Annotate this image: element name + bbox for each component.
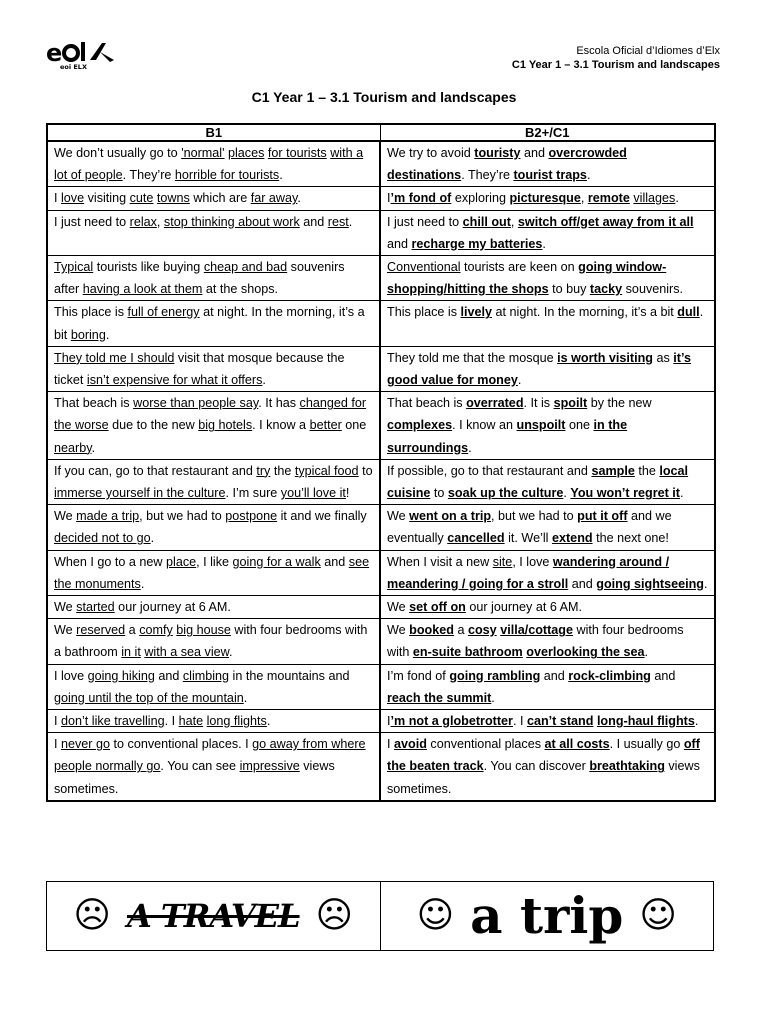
- vocab-phrase: try: [256, 463, 271, 478]
- table-row: [47, 301, 715, 346]
- text-segment: .: [348, 214, 353, 229]
- text-segment: , but we had to: [139, 509, 226, 524]
- text-segment: . They’re: [461, 168, 514, 183]
- text-segment: one: [341, 418, 367, 433]
- vocab-phrase: worse than people say: [133, 396, 259, 411]
- vocab-phrase: hate: [178, 714, 204, 729]
- vocab-phrase: place: [166, 554, 197, 569]
- table-row: [47, 256, 715, 301]
- vocab-phrase: overrated: [466, 396, 524, 411]
- vocab-phrase: touristy: [474, 146, 521, 160]
- b1-cell: [47, 619, 380, 664]
- vocab-phrase: remote: [587, 191, 630, 206]
- banner-wrong: [47, 882, 381, 950]
- vocab-phrase: ’m fond of: [390, 191, 452, 206]
- text-segment: If possible, go to that restaurant and: [387, 463, 592, 478]
- text-segment: .: [704, 576, 708, 591]
- eoi-elx-logo: [46, 40, 118, 70]
- b1-cell: [47, 596, 380, 619]
- vocab-phrase: far away: [250, 191, 298, 206]
- text-segment: .: [279, 168, 283, 183]
- vocab-phrase: picturesque: [509, 191, 581, 206]
- text-segment: .: [644, 645, 649, 660]
- text-segment: and: [540, 668, 569, 683]
- table-row: [47, 210, 715, 255]
- vocab-phrase: in the surroundings: [387, 418, 628, 455]
- school-name: Escola Oficial d’Idiomes d’Elx: [576, 45, 720, 57]
- vocab-phrase: cheap and bad: [203, 260, 288, 275]
- b2c1-cell: [380, 505, 715, 550]
- vocab-phrase: going for a walk: [232, 554, 321, 569]
- text-segment: .: [105, 327, 110, 342]
- text-segment: one: [565, 418, 594, 433]
- vocab-phrase: isn’t expensive for what it offers: [86, 373, 263, 388]
- text-segment: in the mountains and: [229, 668, 350, 683]
- text-segment: tourists are keen on: [460, 260, 579, 275]
- vocab-phrase: is worth visiting: [557, 350, 653, 365]
- vocab-phrase: can’t stand: [526, 714, 594, 729]
- text-segment: . I usually go: [609, 737, 684, 752]
- text-segment: our journey at 6 AM.: [465, 600, 583, 615]
- vocab-phrase: site: [492, 554, 513, 569]
- text-segment: and: [568, 576, 597, 591]
- vocab-phrase: off the beaten track: [387, 737, 700, 774]
- vocab-phrase: going rambling: [449, 668, 541, 683]
- table-row: [47, 505, 715, 550]
- text-segment: That beach is: [387, 396, 467, 411]
- text-segment: .: [517, 373, 522, 388]
- header: [512, 44, 720, 72]
- vocab-phrase: at all costs: [544, 737, 610, 752]
- text-segment: . They’re: [122, 168, 175, 183]
- text-segment: visiting: [84, 191, 130, 206]
- table-row: [47, 733, 715, 801]
- text-segment: , I like: [196, 554, 233, 569]
- vocab-phrase: booked: [409, 623, 454, 638]
- vocab-phrase: villages: [633, 191, 676, 206]
- b1-cell: [47, 505, 380, 550]
- vocab-phrase: horrible for tourists: [174, 168, 280, 183]
- vocab-phrase: relax: [129, 214, 157, 229]
- text-segment: due to the new: [108, 418, 199, 433]
- text-segment: I: [54, 191, 61, 206]
- table-row: [47, 664, 715, 709]
- vocab-phrase: 'normal': [181, 146, 225, 160]
- text-segment: views sometimes.: [54, 759, 335, 796]
- vocab-phrase: going window-shopping/hitting the shops: [387, 260, 667, 297]
- vocab-phrase: rest: [327, 214, 349, 229]
- text-segment: and: [154, 668, 183, 683]
- text-segment: which are: [189, 191, 251, 206]
- vocab-phrase: with a sea view: [144, 645, 230, 660]
- text-segment: I’m fond of: [387, 668, 450, 683]
- b2c1-cell: [380, 187, 715, 210]
- text-segment: .: [468, 440, 472, 455]
- travel-vs-trip-banner: [46, 881, 714, 951]
- vocab-phrase: towns: [156, 191, 190, 206]
- vocab-phrase: started: [76, 600, 115, 615]
- b2c1-cell: [380, 346, 715, 391]
- text-segment: souvenirs after: [54, 260, 345, 297]
- text-segment: .: [699, 305, 704, 320]
- text-segment: visit that mosque because the ticket: [54, 350, 345, 388]
- table-row: [47, 710, 715, 733]
- text-segment: a: [125, 623, 140, 638]
- b2c1-cell: [380, 459, 715, 504]
- text-segment: I: [54, 737, 61, 752]
- text-segment: .: [586, 168, 591, 183]
- vocab-phrase: typical food: [294, 463, 359, 478]
- text-segment: This place is: [387, 305, 461, 320]
- text-segment: ,: [156, 214, 164, 229]
- vocab-phrase: see the monuments: [54, 554, 370, 591]
- correct-word: a trip: [470, 886, 624, 945]
- text-segment: .: [675, 191, 679, 206]
- text-segment: I just need to: [387, 214, 463, 229]
- text-segment: I just need to: [54, 214, 130, 229]
- vocab-phrase: en-suite bathroom: [412, 645, 523, 660]
- text-segment: by the new: [587, 396, 652, 411]
- vocab-phrase: They told me I should: [54, 350, 175, 365]
- vocab-phrase: decided not to go: [54, 531, 151, 546]
- text-segment: with four bedrooms with a bathroom: [54, 623, 368, 660]
- text-segment: We: [387, 509, 410, 524]
- text-segment: We don’t usually go to: [54, 146, 182, 160]
- text-segment: I: [54, 714, 61, 729]
- text-segment: at night. In the morning, it’s a bit: [54, 305, 365, 342]
- text-segment: to conventional places. I: [110, 737, 253, 752]
- vocab-phrase: extend: [551, 531, 593, 546]
- text-segment: and: [520, 146, 549, 160]
- vocabulary-table: [46, 123, 716, 802]
- text-segment: . I know a: [252, 418, 310, 433]
- vocab-phrase: chill out: [462, 214, 511, 229]
- text-segment: This place is: [54, 305, 128, 320]
- vocab-phrase: You won’t regret it: [570, 486, 681, 501]
- vocab-phrase: went on a trip: [409, 509, 492, 524]
- text-segment: tourists like buying: [93, 260, 204, 275]
- text-segment: at night. In the morning, it’s a bit: [492, 305, 678, 320]
- vocab-phrase: full of energy: [127, 305, 200, 320]
- text-segment: . I: [164, 714, 179, 729]
- vocab-phrase: comfy: [139, 623, 173, 638]
- vocab-phrase: complexes: [387, 418, 453, 433]
- text-segment: .: [262, 373, 266, 388]
- vocab-phrase: places: [228, 146, 265, 160]
- happy-face-icon: ☺: [639, 895, 677, 936]
- vocab-phrase: wandering around / meandering / going for a stroll: [387, 554, 670, 591]
- vocab-phrase: ’m not a globetrotter: [390, 714, 513, 729]
- b2c1-cell: [380, 710, 715, 733]
- b1-cell: [47, 392, 380, 460]
- vocab-phrase: sample: [591, 463, 635, 478]
- text-segment: .: [694, 714, 699, 729]
- b2c1-cell: [380, 301, 715, 346]
- b2c1-cell: [380, 664, 715, 709]
- text-segment: ,: [510, 214, 518, 229]
- table-row: [47, 596, 715, 619]
- b1-cell: [47, 301, 380, 346]
- vocab-phrase: soak up the culture: [447, 486, 564, 501]
- vocab-phrase: never go: [61, 737, 111, 752]
- b2c1-cell: [380, 210, 715, 255]
- vocab-phrase: go away from where people normally go: [54, 737, 366, 774]
- column-header-b2c1: B2+/C1: [380, 124, 715, 141]
- text-segment: exploring: [451, 191, 510, 206]
- vocab-phrase: nearby: [54, 440, 92, 455]
- vocab-phrase: avoid: [394, 737, 427, 752]
- text-segment: . I’m sure: [225, 486, 281, 501]
- vocab-phrase: cute: [129, 191, 154, 206]
- b1-cell: [47, 210, 380, 255]
- vocab-phrase: overlooking the sea: [526, 645, 645, 660]
- text-segment: We: [387, 600, 410, 615]
- text-segment: . I know an: [452, 418, 517, 433]
- text-segment: I: [387, 714, 391, 729]
- vocab-phrase: postpone: [225, 509, 278, 524]
- b1-cell: [47, 256, 380, 301]
- b1-cell: [47, 346, 380, 391]
- column-header-b1: B1: [47, 124, 380, 141]
- text-segment: We: [54, 509, 77, 524]
- b1-cell: [47, 550, 380, 595]
- b2c1-cell: [380, 141, 715, 187]
- vocab-phrase: in it: [121, 645, 141, 660]
- text-segment: .: [563, 486, 571, 501]
- text-segment: conventional places: [426, 737, 545, 752]
- text-segment: That beach is: [54, 396, 134, 411]
- text-segment: it and we finally: [277, 509, 367, 524]
- vocab-phrase: put it off: [577, 509, 628, 524]
- text-segment: a: [453, 623, 468, 638]
- text-segment: and: [650, 668, 676, 683]
- text-segment: and: [299, 214, 328, 229]
- vocab-phrase: cosy: [467, 623, 497, 638]
- sad-face-icon: ☹: [73, 895, 111, 936]
- text-segment: the: [634, 463, 660, 478]
- text-segment: views sometimes.: [387, 759, 700, 796]
- vocab-phrase: set off on: [409, 600, 466, 615]
- text-segment: the next one!: [592, 531, 669, 546]
- vocab-phrase: going hiking: [87, 668, 155, 683]
- text-segment: . You can discover: [483, 759, 590, 774]
- vocab-phrase: Typical: [54, 260, 94, 275]
- vocab-phrase: spoilt: [553, 396, 588, 411]
- text-segment: it. We’ll: [504, 531, 552, 546]
- table-row: [47, 619, 715, 664]
- text-segment: .: [297, 191, 301, 206]
- vocab-phrase: big hotels: [198, 418, 253, 433]
- text-segment: .: [266, 714, 271, 729]
- vocab-phrase: cancelled: [447, 531, 505, 546]
- vocab-phrase: boring: [70, 327, 106, 342]
- b2c1-cell: [380, 596, 715, 619]
- svg-text:e: e: [46, 40, 63, 67]
- vocab-phrase: immerse yourself in the culture: [54, 486, 226, 501]
- vocab-phrase: unspoilt: [516, 418, 566, 433]
- vocab-phrase: changed for the worse: [54, 396, 367, 433]
- text-segment: our journey at 6 AM.: [114, 600, 231, 615]
- text-segment: We: [387, 623, 410, 638]
- vocab-phrase: dull: [677, 305, 700, 320]
- text-segment: .: [243, 690, 248, 705]
- text-segment: We: [54, 623, 77, 638]
- text-segment: at the shops.: [202, 282, 279, 297]
- vocab-phrase: reach the summit: [387, 690, 492, 705]
- b1-cell: [47, 187, 380, 210]
- vocab-phrase: villa/cottage: [500, 623, 573, 638]
- b2c1-cell: [380, 733, 715, 801]
- vocab-phrase: breathtaking: [589, 759, 665, 774]
- text-segment: .: [150, 531, 155, 546]
- vocab-phrase: long flights: [206, 714, 267, 729]
- happy-face-icon: ☺: [416, 895, 455, 936]
- text-segment: . You can see: [160, 759, 240, 774]
- text-segment: souvenirs.: [622, 282, 684, 297]
- vocab-phrase: better: [309, 418, 342, 433]
- page-title: C1 Year 1 – 3.1 Tourism and landscapes: [251, 89, 517, 105]
- text-segment: . It is: [523, 396, 554, 411]
- text-segment: as: [652, 350, 674, 365]
- text-segment: , I love: [512, 554, 553, 569]
- text-segment: and: [387, 236, 412, 251]
- b1-cell: [47, 664, 380, 709]
- vocab-phrase: don’t like travelling: [61, 714, 165, 729]
- wrong-word: A TRAVEL: [126, 897, 300, 935]
- text-segment: We: [54, 600, 77, 615]
- table-row: [47, 550, 715, 595]
- text-segment: , but we had to: [491, 509, 578, 524]
- text-segment: to buy: [548, 282, 590, 297]
- header-subtitle: C1 Year 1 – 3.1 Tourism and landscapes: [511, 59, 720, 71]
- text-segment: I love: [54, 668, 88, 683]
- text-segment: the: [270, 463, 295, 478]
- vocab-phrase: overcrowded destinations: [387, 146, 627, 183]
- text-segment: .: [91, 440, 96, 455]
- text-segment: .: [229, 645, 233, 660]
- b1-cell: [47, 141, 380, 187]
- vocab-phrase: going until the top of the mountain: [54, 690, 244, 705]
- text-segment: If you can, go to that restaurant and: [54, 463, 257, 478]
- text-segment: When I go to a new: [54, 554, 167, 569]
- text-segment: with four bedrooms with: [387, 623, 684, 660]
- table-body: [47, 141, 715, 801]
- vocab-phrase: Conventional: [387, 260, 461, 275]
- table-row: [47, 187, 715, 210]
- text-segment: I: [387, 191, 391, 206]
- vocab-phrase: long-haul flights: [596, 714, 695, 729]
- vocab-phrase: for tourists: [267, 146, 327, 160]
- vocab-phrase: stop thinking about work: [163, 214, 300, 229]
- text-segment: They told me that the mosque: [387, 350, 558, 365]
- banner-right: [381, 882, 714, 950]
- text-segment: . It has: [258, 396, 300, 411]
- table-row: [47, 459, 715, 504]
- b2c1-cell: [380, 392, 715, 460]
- text-segment: When I visit a new: [387, 554, 493, 569]
- table-row: [47, 346, 715, 391]
- text-segment: .: [542, 236, 546, 251]
- text-segment: We try to avoid: [387, 146, 475, 160]
- vocab-phrase: with a lot of people: [54, 146, 364, 183]
- sad-face-icon: ☹: [315, 895, 354, 936]
- b2c1-cell: [380, 550, 715, 595]
- table-row: [47, 141, 715, 187]
- vocab-phrase: tourist traps: [513, 168, 587, 183]
- text-segment: and we eventually: [387, 509, 672, 546]
- text-segment: to: [430, 486, 448, 501]
- logo-text: eoi ELX: [60, 63, 87, 70]
- text-segment: . I: [512, 714, 527, 729]
- vocab-phrase: it’s good value for money: [387, 350, 692, 388]
- vocab-phrase: rock-climbing: [568, 668, 651, 683]
- text-segment: ,: [580, 191, 588, 206]
- table-row: [47, 392, 715, 460]
- b2c1-cell: [380, 619, 715, 664]
- text-segment: .: [140, 576, 145, 591]
- vocab-phrase: climbing: [182, 668, 230, 683]
- vocab-phrase: love: [61, 191, 85, 206]
- vocab-phrase: reserved: [76, 623, 126, 638]
- vocab-phrase: recharge my batteries: [411, 236, 543, 251]
- text-segment: .: [680, 486, 684, 501]
- vocab-phrase: going sightseeing: [596, 576, 704, 591]
- vocab-phrase: tacky: [589, 282, 623, 297]
- vocab-phrase: you’ll love it: [280, 486, 346, 501]
- vocab-phrase: having a look at them: [82, 282, 203, 297]
- table-header-row: [47, 124, 715, 141]
- b2c1-cell: [380, 256, 715, 301]
- text-segment: to: [358, 463, 373, 478]
- vocab-phrase: switch off/get away from it all: [517, 214, 694, 229]
- vocab-phrase: lively: [460, 305, 493, 320]
- b1-cell: [47, 733, 380, 801]
- text-segment: I: [387, 737, 394, 752]
- b1-cell: [47, 459, 380, 504]
- text-segment: .: [491, 690, 495, 705]
- text-segment: !: [345, 486, 350, 501]
- vocab-phrase: impressive: [239, 759, 300, 774]
- vocab-phrase: big house: [176, 623, 231, 638]
- vocab-phrase: local cuisine: [387, 463, 689, 501]
- b1-cell: [47, 710, 380, 733]
- vocab-phrase: made a trip: [76, 509, 140, 524]
- text-segment: and: [320, 554, 349, 569]
